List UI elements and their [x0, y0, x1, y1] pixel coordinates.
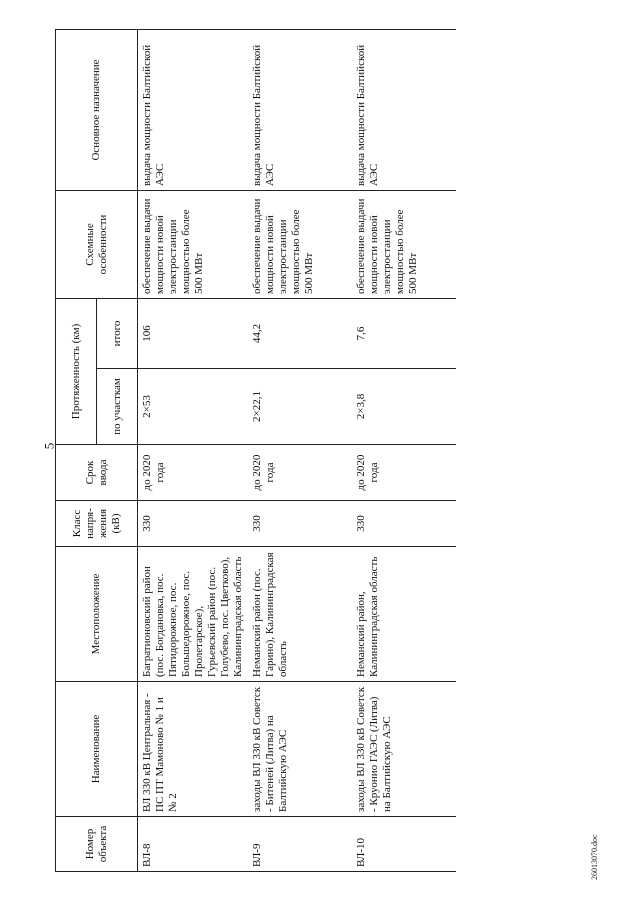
cell-number: ВЛ-9 — [248, 817, 352, 872]
cell-number: ВЛ-8 — [138, 817, 249, 872]
header-length-group: Протяженность (км) — [56, 299, 97, 445]
cell-length-sections: 2×53 — [138, 369, 249, 445]
cell-location: Неманский район, Калининградская область — [352, 547, 456, 682]
header-length-total: итого — [97, 299, 138, 369]
cell-length-total: 7,6 — [352, 299, 456, 369]
header-purpose: Основное назначение — [56, 30, 138, 191]
table-row — [352, 30, 456, 872]
cell-length-total: 106 — [138, 299, 249, 369]
header-features: Схемные особенности — [56, 191, 138, 299]
page-number: 5 — [41, 442, 57, 450]
cell-name: заходы ВЛ 330 кВ Советск - Битеней (Литва) на Балтийскую АЭС — [248, 682, 352, 817]
cell-features: обеспечение выдачи мощности новой электростанции мощностью более 500 МВт — [248, 191, 352, 299]
header-location: Местоположение — [56, 547, 138, 682]
cell-length-sections: 2×3,8 — [352, 369, 456, 445]
table-row — [248, 30, 352, 872]
cell-length-sections: 2×22,1 — [248, 369, 352, 445]
cell-purpose: выдача мощности Балтийской АЭС — [248, 30, 352, 191]
cell-location: Неманский район (пос. Гарино), Калининградская область — [248, 547, 352, 682]
cell-commissioning: до 2020 года — [138, 445, 249, 501]
header-length-sections: по участкам — [97, 369, 138, 445]
cell-length-total: 44,2 — [248, 299, 352, 369]
header-commissioning: Срок ввода — [56, 445, 138, 501]
cell-number: ВЛ-10 — [352, 817, 456, 872]
cell-location: Багратионовский район (пос. Богдановка, пос. Пятидорожное, пос. Большедорожное, пос. Пролетарское), Гурьевский район (пос. Голубево, пос. Цветково), Калининградская область — [138, 547, 249, 682]
cell-name: ВЛ 330 кВ Центральная - ПС ПТ Мамоново № 1 и № 2 — [138, 682, 249, 817]
cell-commissioning: до 2020 года — [352, 445, 456, 501]
cell-features: обеспечение выдачи мощности новой электростанции мощностью более 500 МВт — [352, 191, 456, 299]
header-name: Наименование — [56, 682, 138, 817]
cell-name: заходы ВЛ 330 кВ Советск - Круонио ГАЭС (Литва) на Балтийскую АЭС — [352, 682, 456, 817]
cell-features: обеспечение выдачи мощности новой электростанции мощностью более 500 МВт — [138, 191, 249, 299]
cell-voltage: 330 — [138, 501, 249, 547]
cell-purpose: выдача мощности Балтийской АЭС — [138, 30, 249, 191]
cell-purpose: выдача мощности Балтийской АЭС — [352, 30, 456, 191]
power-lines-table — [55, 29, 456, 872]
rotated-table-container — [55, 30, 573, 872]
cell-voltage: 330 — [248, 501, 352, 547]
header-number: Номер объекта — [56, 817, 138, 872]
cell-voltage: 330 — [352, 501, 456, 547]
table-row — [138, 30, 249, 872]
cell-commissioning: до 2020 года — [248, 445, 352, 501]
header-voltage-class: Класс напря-жения (кВ) — [56, 501, 138, 547]
footer-filename: 26013070.doc — [590, 834, 599, 880]
